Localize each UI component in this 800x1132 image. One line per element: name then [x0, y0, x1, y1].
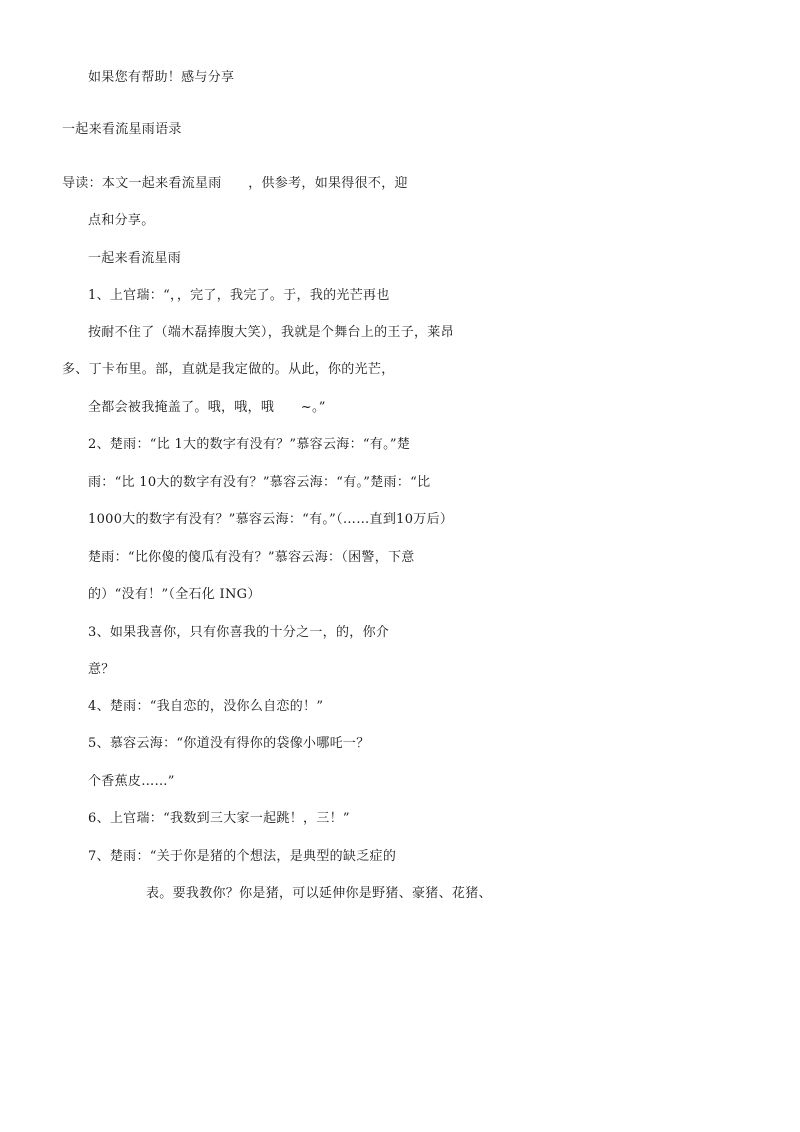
- quote-2-line-4: 楚雨：“比你傻的傻瓜有没有？”慕容云海：（困警，下意: [88, 550, 415, 565]
- header-note: 如果您有帮助！感与分享: [88, 70, 235, 85]
- quote-5-line-1: 5、慕容云海：“你道没有得你的袋像小哪吒一？: [88, 736, 370, 751]
- quote-3-line-2: 意？: [88, 662, 115, 677]
- intro-line-2: 点和分享。: [88, 213, 155, 228]
- quote-5-line-2: 个香蕉皮……”: [88, 774, 175, 789]
- quote-7-line-2: 表。要我教你？你是猪，可以延伸你是野猪、豪猪、花猪、: [146, 886, 492, 901]
- quote-2-line-5: 的）“没有！”（全石化 ING）: [88, 587, 261, 602]
- intro-line-1: 导读：本文一起来看流星雨 ，供参考，如果得很不，迎: [62, 176, 408, 191]
- document-title: 一起来看流星雨语录: [62, 122, 182, 137]
- quote-6: 6、上官瑞：“我数到三大家一起跳！，三！”: [88, 811, 350, 826]
- quote-1-line-4: 全都会被我掩盖了。哦，哦，哦 ~。”: [88, 400, 326, 415]
- quote-2-line-3: 1000大的数字有没有？”慕容云海：“有。”（……直到10万后）: [88, 512, 454, 527]
- quote-4: 4、楚雨：“我自恋的，没你么自恋的！”: [88, 699, 324, 714]
- quote-2-line-2: 雨：“比 10大的数字有没有？”慕容云海：“有。”楚雨：“比: [88, 475, 431, 490]
- quote-7-line-1: 7、楚雨：“关于你是猪的个想法，是典型的缺乏症的: [88, 849, 397, 864]
- section-heading: 一起来看流星雨: [88, 251, 182, 266]
- quote-3-line-1: 3、如果我喜你，只有你喜我的十分之一，的，你介: [88, 625, 390, 640]
- quote-2-line-1: 2、楚雨：“比 1大的数字有没有？”慕容云海：“有。”楚: [88, 437, 411, 452]
- quote-1-line-3: 多、丁卡布里。部，直就是我定做的。从此，你的光芒，: [62, 362, 395, 377]
- quote-1-line-2: 按耐不住了（端木磊捧腹大笑），我就是个舞台上的王子，莱昂: [88, 325, 454, 340]
- quote-1-line-1: 1、上官瑞：“，，完了，我完了。于，我的光芒再也: [88, 288, 390, 303]
